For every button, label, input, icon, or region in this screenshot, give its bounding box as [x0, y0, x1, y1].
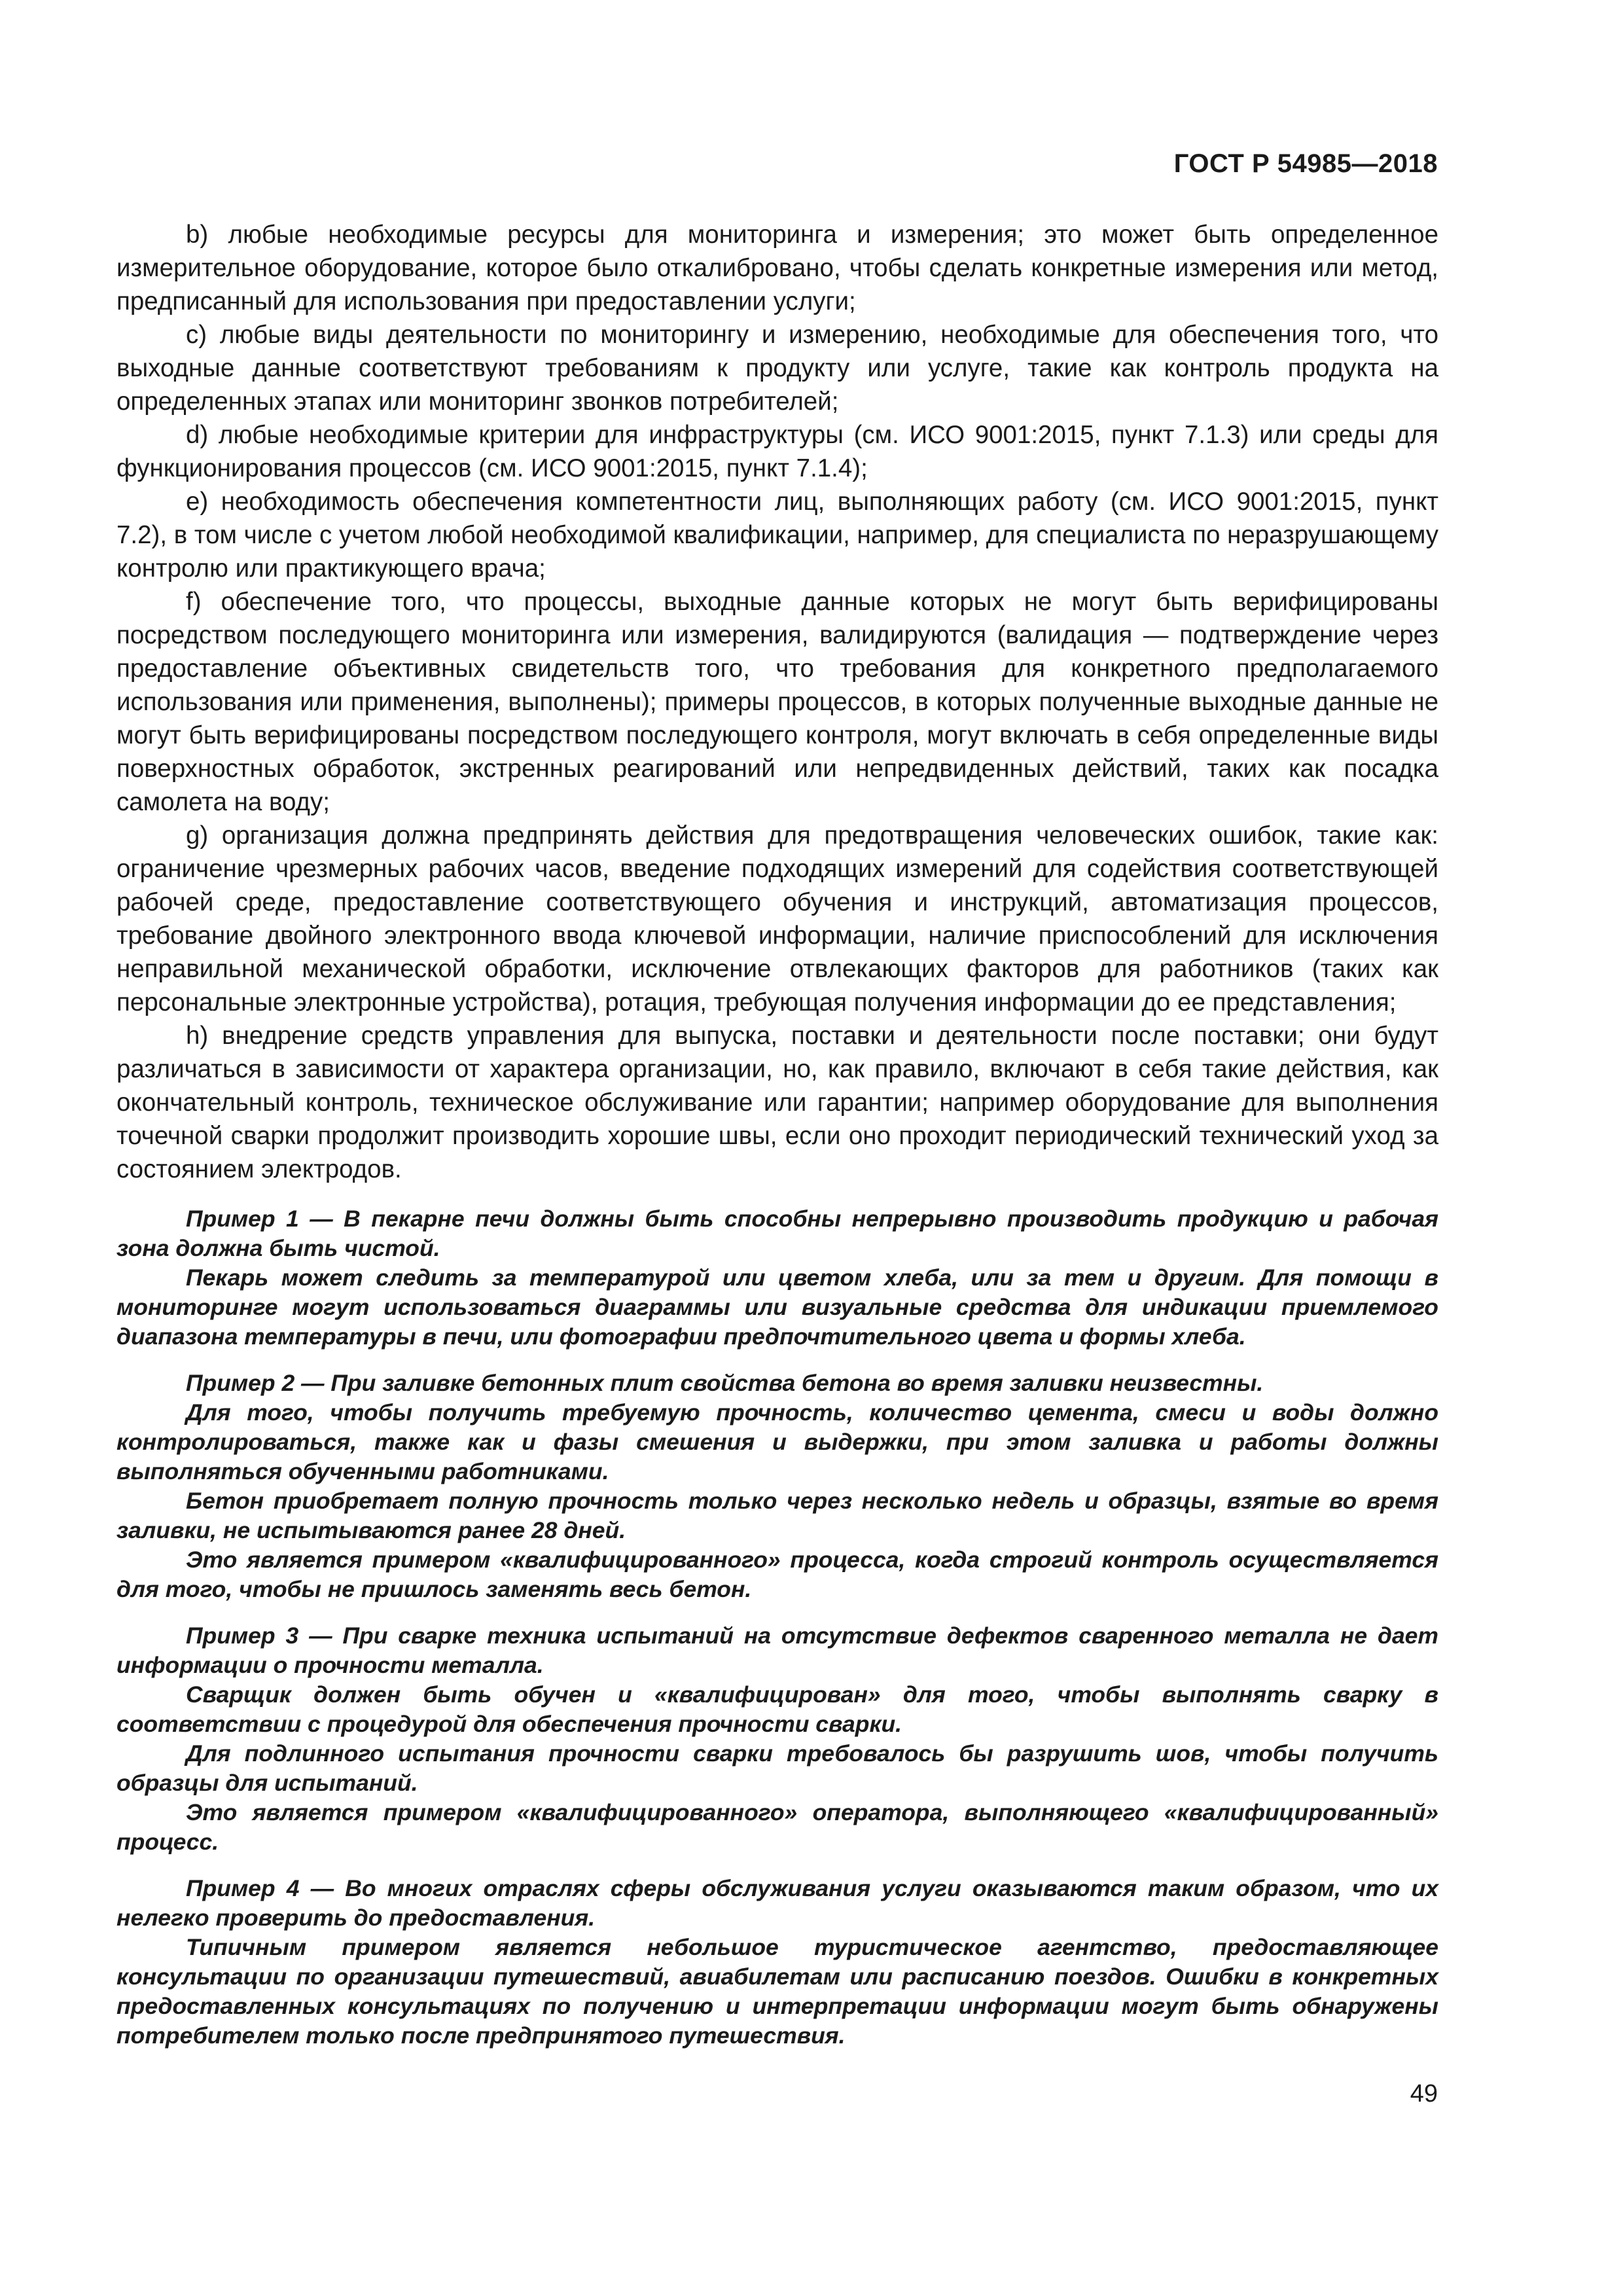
list-item-c: c) любые виды деятельности по мониторингу и измерению, необходимые для обеспечения того, что выходные данные соответствуют требованиям к продукту или услуге, такие как контроль продукта на определенных этапах или мониторинг звонков потребителей;: [116, 321, 1438, 416]
page-number: 49: [1410, 2080, 1438, 2108]
list-item-b: b) любые необходимые ресурсы для мониторинга и измерения; это может быть определенное измерительное оборудование, которое было откалибровано, чтобы сделать конкретные измерения или метод, предписанный для использования при предоставлении услуги;: [116, 221, 1438, 315]
example-3: [116, 1621, 1438, 1857]
example-4-text: Типичным примером является небольшое туристическое агентство, предоставляющее консультации по организации путешествий, авиабилетам или расписанию поездов. Ошибки в конкретных предоставленных консультациях по получению и интерпретации информации могут быть обнаружены потребителем только после предпринятого путешествия.: [116, 1934, 1438, 2049]
example-1-text: Пекарь может следить за температурой или цветом хлеба, или за тем и другим. Для помощи в мониторинге могут использоваться диаграммы или визуальные средства для индикации приемлемого диапазона температуры в печи, или фотографии предпочтительного цвета и формы хлеба.: [116, 1265, 1438, 1350]
example-3-text-3: Это является примером «квалифицированного» оператора, выполняющего «квалифицированный» процесс.: [116, 1799, 1438, 1855]
example-2-title: Пример 2 — При заливке бетонных плит свойства бетона во время заливки неизвестны.: [186, 1370, 1264, 1396]
examples-section: [116, 1204, 1438, 2051]
list-item-g: g) организация должна предпринять действия для предотвращения человеческих ошибок, такие как: ограничение чрезмерных рабочих часов, введение подходящих измерений для содействия соответствующей рабочей среде, предоставление соответствующего обучения и инструкций, автоматизация процессов, требование двойного электронного ввода ключевой информации, наличие приспособлений для исключения неправильной механической обработки, исключение отвлекающих факторов для работников (таких как персональные электронные устройства), ротация, требующая получения информации до ее представления;: [116, 821, 1438, 1016]
example-4: [116, 1874, 1438, 2051]
example-1: [116, 1204, 1438, 1352]
example-2-text-1: Для того, чтобы получить требуемую прочность, количество цемента, смеси и воды должно контролироваться, также как и фазы смешения и выдержки, при этом заливка и работы должны выполняться обученными работниками.: [116, 1399, 1438, 1484]
example-3-title: Пример 3 — При сварке техника испытаний на отсутствие дефектов сваренного металла не дает информации о прочности металла.: [116, 1623, 1438, 1678]
example-3-text-1: Сварщик должен быть обучен и «квалифицирован» для того, чтобы выполнять сварку в соответствии с процедурой для обеспечения прочности сварки.: [116, 1681, 1438, 1737]
page-body: [116, 218, 1438, 2068]
document-header: ГОСТ Р 54985—2018: [1173, 149, 1438, 178]
list-item-h: h) внедрение средств управления для выпуска, поставки и деятельности после поставки; они будут различаться в зависимости от характера организации, но, как правило, включают в себя такие действия, как окончательный контроль, техническое обслуживание или гарантии; например оборудование для выполнения точечной сварки продолжит производить хорошие швы, если оно проходит периодический технический уход за состоянием электродов.: [116, 1022, 1438, 1183]
list-item-e: e) необходимость обеспечения компетентности лиц, выполняющих работу (см. ИСО 9001:2015, пункт 7.2), в том числе с учетом любой необходимой квалификации, например, для специалиста по неразрушающему контролю или практикующего врача;: [116, 488, 1438, 583]
list-item-f: f) обеспечение того, что процессы, выходные данные которых не могут быть верифицированы посредством последующего мониторинга или измерения, валидируются (валидация — подтверждение через предоставление объективных свидетельств того, что требования для конкретного предполагаемого использования или применения, выполнены); примеры процессов, в которых полученные выходные данные не могут быть верифицированы посредством последующего контроля, могут включать в себя определенные виды поверхностных обработок, экстренных реагирований или непредвиденных действий, таких как посадка самолета на воду;: [116, 588, 1438, 816]
example-2: [116, 1369, 1438, 1604]
list-item-d: d) любые необходимые критерии для инфраструктуры (см. ИСО 9001:2015, пункт 7.1.3) или среды для функционирования процессов (см. ИСО 9001:2015, пункт 7.1.4);: [116, 421, 1438, 482]
example-2-text-2: Бетон приобретает полную прочность только через несколько недель и образцы, взятые во время заливки, не испытываются ранее 28 дней.: [116, 1488, 1438, 1543]
example-4-title: Пример 4 — Во многих отраслях сферы обслуживания услуги оказываются таким образом, что их нелегко проверить до предоставления.: [116, 1875, 1438, 1931]
example-3-text-2: Для подлинного испытания прочности сварки требовалось бы разрушить шов, чтобы получить образцы для испытаний.: [116, 1740, 1438, 1796]
example-1-title: Пример 1 — В пекарне печи должны быть способны непрерывно производить продукцию и рабочая зона должна быть чистой.: [116, 1206, 1438, 1261]
example-2-text-3: Это является примером «квалифицированного» процесса, когда строгий контроль осуществляется для того, чтобы не пришлось заменять весь бетон.: [116, 1547, 1438, 1602]
